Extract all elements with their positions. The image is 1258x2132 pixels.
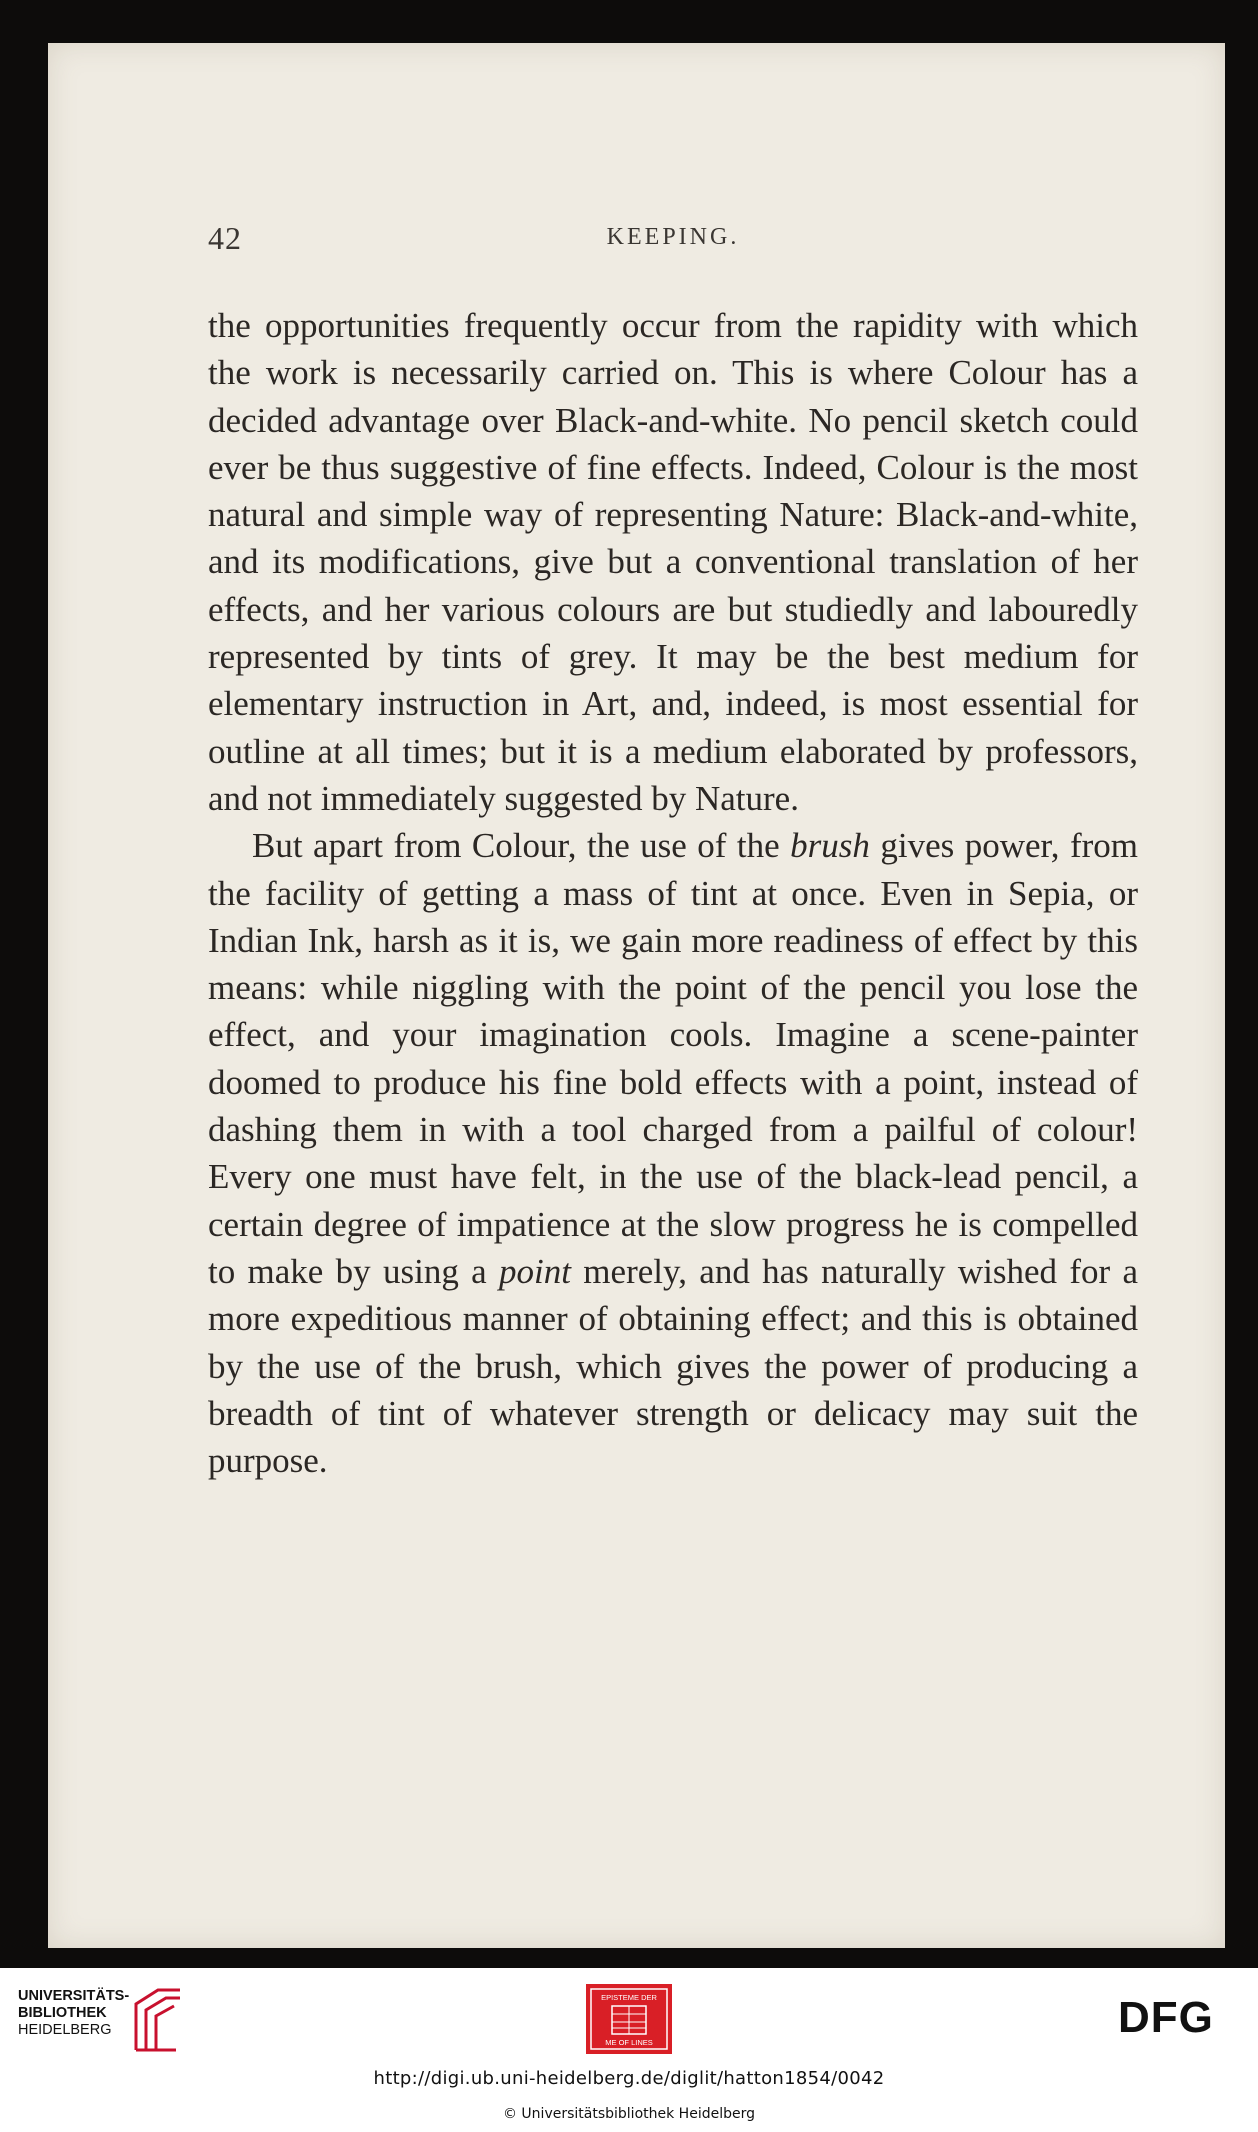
- dfg-logo[interactable]: [1118, 1994, 1238, 2040]
- seal-text-top: EPISTEME DER: [601, 1993, 657, 2002]
- dfg-logo-icon: [1118, 1994, 1238, 2036]
- running-head: KEEPING.: [606, 224, 740, 250]
- page-number: 42: [208, 220, 242, 256]
- paragraph-1: [208, 302, 1138, 822]
- library-mark-icon: [128, 1986, 188, 2052]
- page-header: [208, 220, 1138, 260]
- seal-icon: [586, 1984, 672, 2054]
- paragraph-2-text-b: gives power, from the facility of getting a mass of tint at once. Even in Sepia, or Indian Ink, harsh as it is, we gain more readiness of effect by this means: while niggling with the point of the pencil you lose the effect, and your imagination cools. Imagine a scene-painter doomed to produce his fine bold effects with a point, instead of dashing them in with a tool charged from a pailful of colour! Every one must have felt, in the use of the black-lead pencil, a certain degree of impatience at the slow progress he is compelled to make by using a: [208, 826, 1138, 1291]
- episteme-seal-logo[interactable]: [586, 1984, 672, 2054]
- paragraph-2: [208, 822, 1138, 1484]
- italic-word-point: point: [499, 1251, 571, 1291]
- library-line-2: BIBLIOTHEK: [18, 2005, 107, 2021]
- italic-word-brush: brush: [790, 826, 870, 866]
- library-line-1: UNIVERSITÄTS-: [18, 1988, 130, 2004]
- body-text: [208, 302, 1138, 1484]
- copyright-notice: © Universitätsbibliothek Heidelberg: [502, 2106, 755, 2122]
- paragraph-2-text-c: merely, and has naturally wished for a more expeditious manner of obtaining effect; and this is obtained by the use of the brush, which gives the power of producing a breadth of tint of whatever strength or delicacy may suit the purpose.: [208, 1251, 1138, 1481]
- library-line-3: HEIDELBERG: [18, 2022, 112, 2038]
- permalink-url[interactable]: http://digi.ub.uni-heidelberg.de/diglit/hatton1854/0042: [373, 2068, 885, 2089]
- footer: [0, 1968, 1258, 2132]
- seal-text-bottom: ME OF LINES: [605, 2038, 653, 2047]
- paragraph-2-text-a: But apart from Colour, the use of the: [252, 826, 791, 866]
- dfg-logo-text: DFG: [1118, 1994, 1214, 2036]
- paragraph-1-text: the opportunities frequently occur from the rapidity with which the work is necessarily carried on. This is where Colour has a decided advantage over Black-and-white. No pencil sketch could ever be thus suggestive of fine effects. Indeed, Colour is the most natural and simple way of representing Nature: Black-and-white, and its modifications, give but a conventional translation of her effects, and her various colours are but studiedly and labouredly represented by tints of grey. It may be the best medium for elementary instruction in Art, and, indeed, is most essential for outline at all times; but it is a medium elaborated by professors, and not immediately suggested by Nature.: [208, 306, 1138, 818]
- university-library-logo[interactable]: [18, 1986, 188, 2052]
